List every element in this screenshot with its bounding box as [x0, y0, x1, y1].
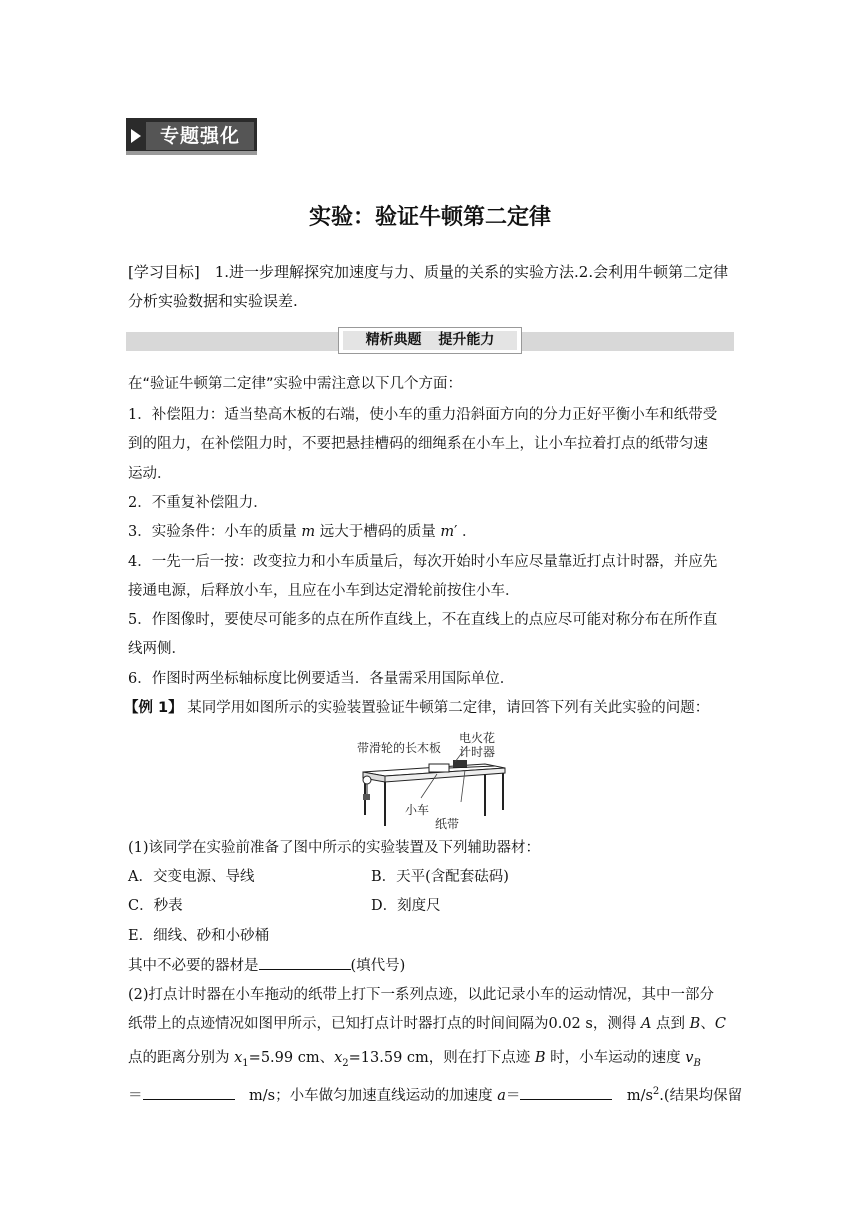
- play-arrow-icon: [131, 129, 141, 143]
- q1-ask: 其中不必要的器材是 (填代号): [128, 955, 405, 976]
- example-1: [124, 698, 709, 718]
- point-2: 2．不重复补偿阻力．: [128, 495, 268, 511]
- point-5-line-2: 线两侧．: [128, 641, 186, 657]
- answer-blank-2[interactable]: [143, 1085, 235, 1100]
- example-tag: 【例 1】: [124, 700, 183, 716]
- q2-line-3: 点的距离分别为 $x_1=5.99$ cm、$x_2=13.59$ cm，则在打下点迹 B 时，小车运动的速度 $v_B$: [128, 1050, 701, 1069]
- point-4-line-1: 4．一先一后一按：改变拉力和小车质量后，每次开始时小车应尽量靠近打点计时器，并应先: [128, 554, 718, 570]
- point-1-line-3: 运动．: [128, 466, 172, 482]
- apparatus-figure: [355, 730, 525, 830]
- tape-label: 纸带: [435, 817, 460, 830]
- point-6: 6．作图时两坐标轴标度比例要适当．各量需采用国际单位．: [128, 671, 515, 687]
- learning-objectives: [学习目标] 1.进一步理解探究加速度与力、质量的关系的实验方法.2.会利用牛顿第二定律分析实验数据和实验误差.: [128, 263, 729, 310]
- point-3: 3．实验条件：小车的质量 m 远大于槽码的质量 m′ ．: [128, 524, 477, 540]
- q2-line-1: (2)打点计时器在小车拖动的纸带上打下一系列点迹，以此记录小车的运动情况，其中一部分: [128, 987, 715, 1003]
- section-banner: [126, 118, 257, 155]
- timer-label-1: 电火花: [459, 731, 496, 745]
- cart-label: 小车: [405, 803, 430, 817]
- q2-line-2: 纸带上的点迹情况如图甲所示，已知打点计时器打点的时间间隔为0.02 s，测得 A 点到 B、C: [128, 1016, 726, 1032]
- answer-blank-3[interactable]: [520, 1085, 612, 1100]
- point-1-line-1: 1．补偿阻力：适当垫高木板的右端，使小车的重力沿斜面方向的分力正好平衡小车和纸带受: [128, 407, 718, 423]
- section-heading: 精析典题 提升能力: [338, 327, 522, 354]
- option-a: A．交变电源、导线: [128, 869, 255, 885]
- timer-label-2: 计时器: [459, 745, 496, 759]
- option-c: C．秒表: [128, 898, 183, 914]
- point-4-line-2: 接通电源，后释放小车，且应在小车到达定滑轮前按住小车．: [128, 583, 520, 599]
- option-e: E．细线、砂和小砂桶: [128, 928, 270, 944]
- option-b: B．天平(含配套砝码): [371, 869, 509, 885]
- q1-stem: (1)该同学在实验前准备了图中所示的实验装置及下列辅助器材：: [128, 840, 541, 856]
- point-1-line-2: 到的阻力，在补偿阻力时，不要把悬挂槽码的细绳系在小车上，让小车拉着打点的纸带匀速: [128, 436, 708, 452]
- q2-line-4: ＝ m/s；小车做匀加速直线运动的加速度 a＝ $m/s^2$.(结果均保留: [128, 1086, 743, 1104]
- answer-blank-1[interactable]: [259, 955, 351, 970]
- page-title: 实验：验证牛顿第二定律: [308, 205, 551, 230]
- point-5-line-1: 5．作图像时，要使尽可能多的点在所作直线上，不在直线上的点应尽可能对称分布在所作直: [128, 612, 718, 628]
- option-d: D．刻度尺: [371, 898, 441, 914]
- banner-label: 专题强化: [146, 122, 254, 150]
- intro-text: 在“验证牛顿第二定律”实验中需注意以下几个方面：: [128, 376, 463, 392]
- board-label: 带滑轮的长木板: [357, 741, 442, 755]
- example-text: 某同学用如图所示的实验装置验证牛顿第二定律，请回答下列有关此实验的问题：: [187, 700, 710, 716]
